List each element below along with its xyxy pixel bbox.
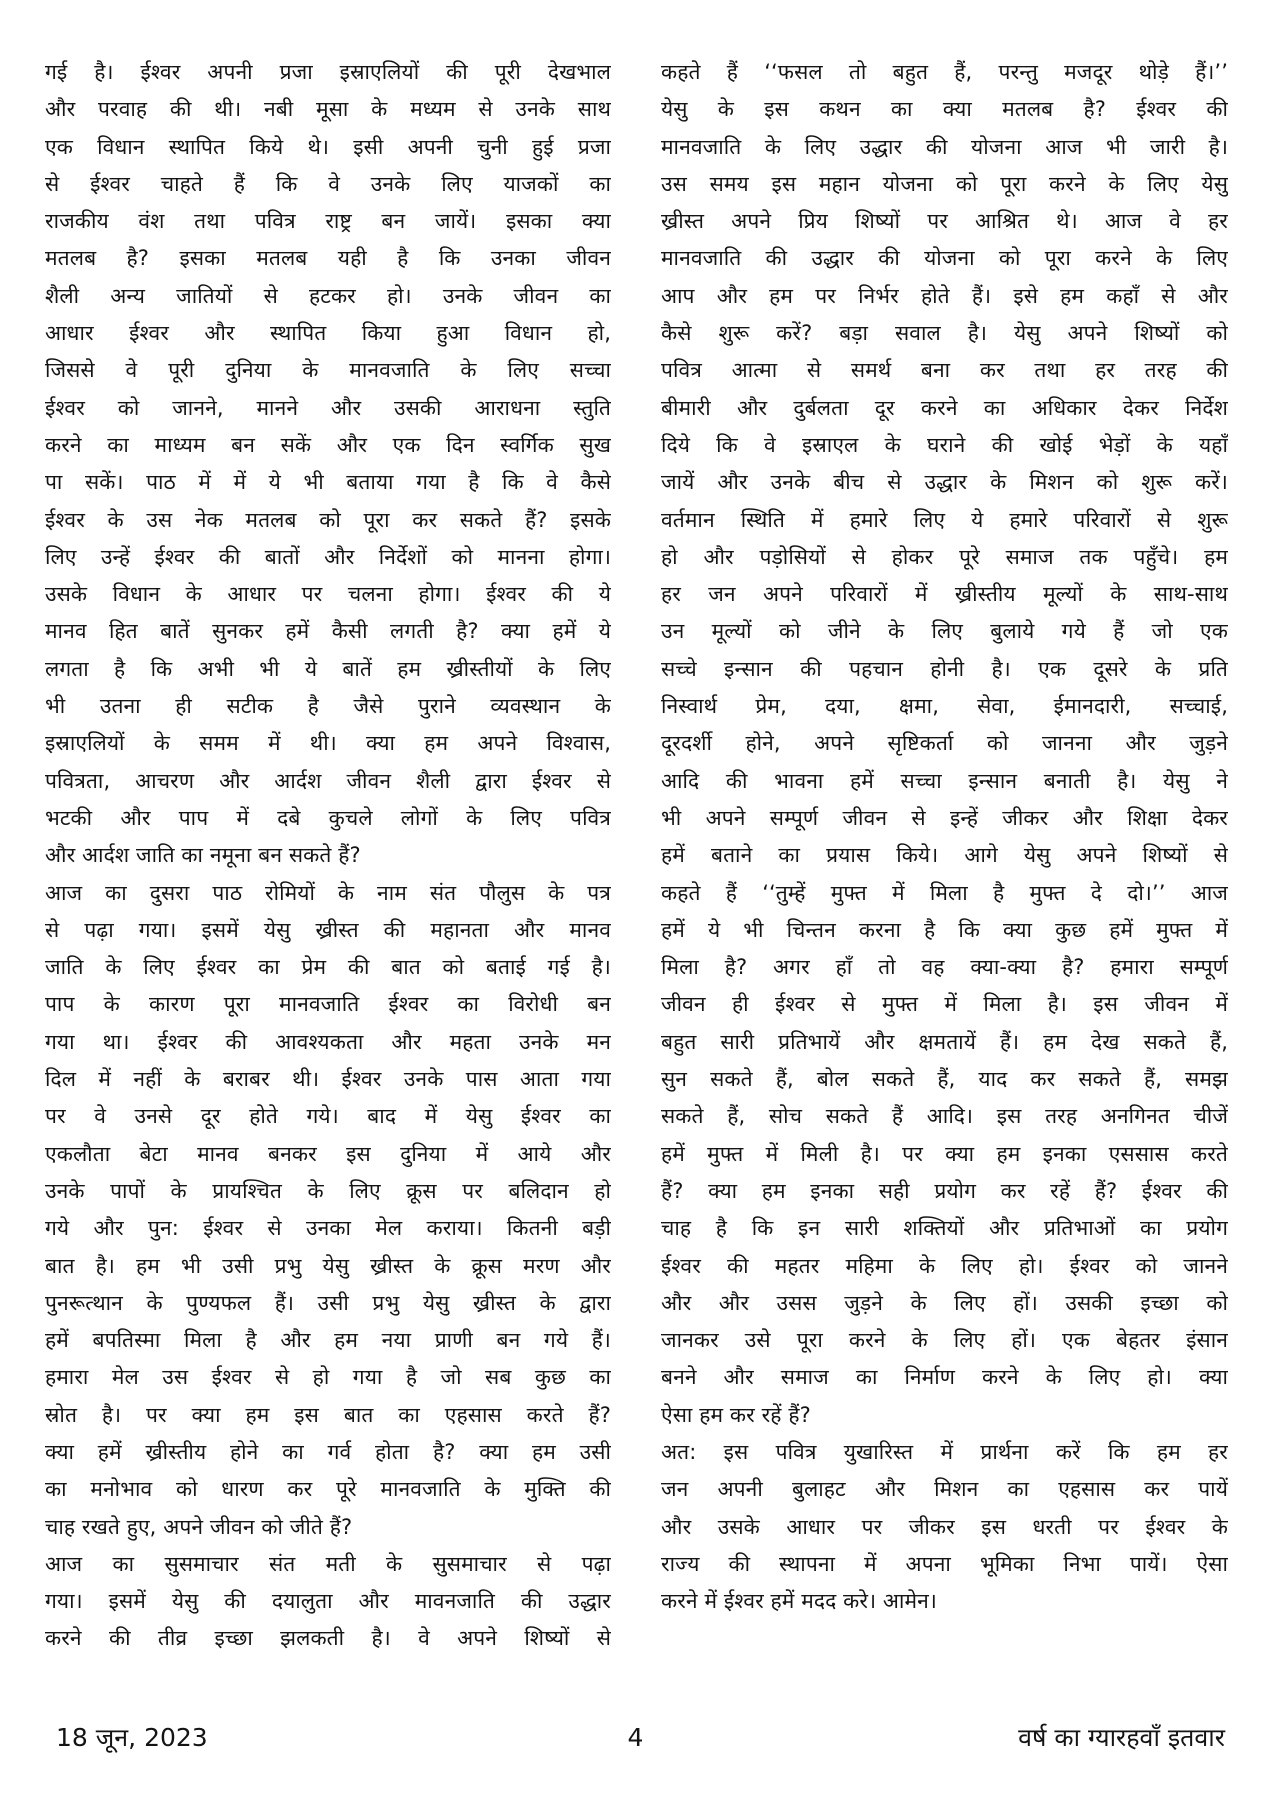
text-line: जिससे वे पूरी दुनिया के मानवजाति के लिए सच्चा bbox=[45, 358, 611, 383]
footer-title: वर्ष का ग्यारहवाँ इतवार bbox=[1018, 1723, 1225, 1752]
text-line: बात है। हम भी उसी प्रभु येसु ख्रीस्त के क्रूस मरण और bbox=[45, 1253, 611, 1278]
text-line: वर्तमान स्थिति में हमारे लिए ये हमारे परिवारों से शुरू bbox=[661, 507, 1228, 532]
text-line: भटकी और पाप में दबे कुचले लोगों के लिए पवित्र bbox=[45, 805, 611, 830]
text-line: हैं? क्या हम इनका सही प्रयोग कर रहें हैं? ईश्वर की bbox=[661, 1178, 1228, 1203]
page-footer bbox=[0, 1718, 1271, 1758]
text-line: कहते हैं ‘‘फसल तो बहुत हैं, परन्तु मजदूर थोड़े हैं।’’ bbox=[661, 60, 1228, 84]
text-line: सकते हैं, सोच सकते हैं आदि। इस तरह अनगिनत चीजें bbox=[661, 1104, 1228, 1129]
text-line: हमें बपतिस्मा मिला है और हम नया प्राणी बन गये हैं। bbox=[45, 1328, 611, 1353]
text-line: करने की तीव्र इच्छा झलकती है। वे अपने शिष्यों से bbox=[45, 1626, 611, 1651]
text-line: और परवाह की थी। नबी मूसा के मध्यम से उनके साथ bbox=[45, 97, 611, 122]
text-line: चाह रखते हुए, अपने जीवन को जीते हैं? bbox=[45, 1514, 353, 1539]
text-line: पवित्रता, आचरण और आर्दश जीवन शैली द्वारा ईश्वर से bbox=[45, 768, 611, 793]
text-line: येसु के इस कथन का क्या मतलब है? ईश्वर की bbox=[661, 97, 1228, 122]
text-line: आज का सुसमाचार संत मती के सुसमाचार से पढ़ा bbox=[45, 1551, 611, 1576]
text-line: पवित्र आत्मा से समर्थ बना कर तथा हर तरह की bbox=[661, 358, 1228, 383]
text-line: आज का दुसरा पाठ रोमियों के नाम संत पौलुस के पत्र bbox=[45, 880, 611, 905]
text-line: सच्चे इन्सान की पहचान होनी है। एक दूसरे के प्रति bbox=[661, 656, 1228, 681]
text-line: निस्वार्थ प्रेम, दया, क्षमा, सेवा, ईमानदारी, सच्चाई, bbox=[661, 694, 1228, 719]
text-line: करने में ईश्वर हमें मदद करे। आमेन। bbox=[661, 1589, 937, 1614]
text-line: और उसके आधार पर जीकर इस धरती पर ईश्वर के bbox=[661, 1514, 1228, 1539]
text-line: अत: इस पवित्र युखारिस्त में प्रार्थना करें कि हम हर bbox=[661, 1439, 1228, 1464]
text-line: पा सकें। पाठ में में ये भी बताया गया है कि वे कैसे bbox=[45, 470, 611, 495]
text-line: उन मूल्यों को जीने के लिए बुलाये गये हैं जो एक bbox=[661, 619, 1228, 644]
text-line: और और उसस जुड़ने के लिए हों। उसकी इच्छा को bbox=[661, 1290, 1228, 1315]
text-line: बनने और समाज का निर्माण करने के लिए हो। क्या bbox=[661, 1365, 1228, 1390]
text-line: मानवजाति की उद्धार की योजना को पूरा करने के लिए bbox=[661, 246, 1228, 271]
text-line: जन अपनी बुलाहट और मिशन का एहसास कर पायें bbox=[661, 1477, 1228, 1502]
text-line: ईश्वर के उस नेक मतलब को पूरा कर सकते हैं? इसके bbox=[45, 507, 611, 532]
text-line: कहते हैं ‘‘तुम्हें मुफ्त में मिला है मुफ्त दे दो।’’ आज bbox=[661, 880, 1228, 905]
text-line: दिल में नहीं के बराबर थी। ईश्वर उनके पास आता गया bbox=[45, 1067, 611, 1092]
text-line: राज्य की स्थापना में अपना भूमिका निभा पायें। ऐसा bbox=[661, 1551, 1228, 1576]
text-line: ऐसा हम कर रहें हैं? bbox=[661, 1402, 811, 1427]
text-line: उस समय इस महान योजना को पूरा करने के लिए येसु bbox=[661, 171, 1228, 196]
text-line: करने का माध्यम बन सकें और एक दिन स्वर्गिक सुख bbox=[45, 432, 611, 457]
text-line: मानव हित बातें सुनकर हमें कैसी लगती है? क्या हमें ये bbox=[45, 619, 611, 644]
text-line: ख्रीस्त अपने प्रिय शिष्यों पर आश्रित थे। आज वे हर bbox=[661, 209, 1228, 234]
text-line: बहुत सारी प्रतिभायें और क्षमतायें हैं। हम देख सकते हैं, bbox=[661, 1029, 1228, 1054]
text-line: एक विधान स्थापित किये थे। इसी अपनी चुनी हुई प्रजा bbox=[45, 134, 611, 159]
text-line: से ईश्वर चाहते हैं कि वे उनके लिए याजकों का bbox=[45, 171, 611, 196]
text-line: हमारा मेल उस ईश्वर से हो गया है जो सब कुछ का bbox=[45, 1365, 611, 1390]
text-line: भी उतना ही सटीक है जैसे पुराने व्यवस्थान के bbox=[45, 694, 611, 719]
text-line: आधार ईश्वर और स्थापित किया हुआ विधान हो, bbox=[45, 321, 611, 346]
text-line: बीमारी और दुर्बलता दूर करने का अधिकार देकर निर्देश bbox=[661, 395, 1228, 420]
text-line: स्रोत है। पर क्या हम इस बात का एहसास करते हैं? bbox=[45, 1402, 611, 1427]
text-line: भी अपने सम्पूर्ण जीवन से इन्हें जीकर और शिक्षा देकर bbox=[661, 805, 1228, 830]
text-line: राजकीय वंश तथा पवित्र राष्ट्र बन जायें। इसका क्या bbox=[45, 209, 611, 234]
text-line: दूरदर्शी होने, अपने सृष्टिकर्ता को जानना और जुड़ने bbox=[661, 731, 1228, 756]
text-line: सुन सकते हैं, बोल सकते हैं, याद कर सकते हैं, समझ bbox=[661, 1067, 1228, 1092]
text-line: उनके पापों के प्रायश्चित के लिए क्रूस पर बलिदान हो bbox=[45, 1178, 611, 1203]
text-line: एकलौता बेटा मानव बनकर इस दुनिया में आये और bbox=[45, 1141, 611, 1166]
text-line: आदि की भावना हमें सच्चा इन्सान बनाती है। येसु ने bbox=[661, 768, 1228, 793]
text-line: से पढ़ा गया। इसमें येसु ख्रीस्त की महानता और मानव bbox=[45, 917, 611, 942]
text-line: जायें और उनके बीच से उद्धार के मिशन को शुरू करें। bbox=[661, 470, 1228, 495]
text-line: पुनरूत्थान के पुण्यफल हैं। उसी प्रभु येसु ख्रीस्त के द्वारा bbox=[45, 1290, 611, 1315]
text-line: चाह है कि इन सारी शक्तियों और प्रतिभाओं का प्रयोग bbox=[661, 1216, 1228, 1241]
text-line: हर जन अपने परिवारों में ख्रीस्तीय मूल्यों के साथ-साथ bbox=[661, 582, 1228, 607]
text-column-right bbox=[661, 54, 1228, 1620]
text-line: हमें बताने का प्रयास किये। आगे येसु अपने शिष्यों से bbox=[661, 843, 1228, 868]
text-line: उसके विधान के आधार पर चलना होगा। ईश्वर की ये bbox=[45, 582, 611, 607]
text-line: मानवजाति के लिए उद्धार की योजना आज भी जारी है। bbox=[661, 134, 1228, 159]
footer-date: 18 जून, 2023 bbox=[56, 1723, 208, 1752]
footer-page-number: 4 bbox=[627, 1723, 644, 1752]
text-line: दिये कि वे इस्राएल के घराने की खोई भेड़ों के यहाँ bbox=[661, 432, 1228, 457]
text-line: गया था। ईश्वर की आवश्यकता और महता उनके मन bbox=[45, 1029, 611, 1054]
text-line: का मनोभाव को धारण कर पूरे मानवजाति के मुक्ति की bbox=[45, 1477, 611, 1502]
text-line: गया। इसमें येसु की दयालुता और मावनजाति की उद्धार bbox=[45, 1589, 611, 1614]
text-line: गये और पुन: ईश्वर से उनका मेल कराया। कितनी बड़ी bbox=[45, 1216, 611, 1241]
text-line: और आर्दश जाति का नमूना बन सकते हैं? bbox=[45, 843, 361, 868]
text-line: गई है। ईश्वर अपनी प्रजा इस्राएलियों की पूरी देखभाल bbox=[45, 60, 611, 84]
text-line: लगता है कि अभी भी ये बातें हम ख्रीस्तीयों के लिए bbox=[45, 656, 611, 681]
text-line: जाति के लिए ईश्वर का प्रेम की बात को बताई गई है। bbox=[45, 955, 611, 980]
text-line: हमें ये भी चिन्तन करना है कि क्या कुछ हमें मुफ्त में bbox=[661, 917, 1228, 942]
text-line: आप और हम पर निर्भर होते हैं। इसे हम कहाँ से और bbox=[661, 283, 1228, 308]
text-line: लिए उन्हें ईश्वर की बातों और निर्देशों को मानना होगा। bbox=[45, 544, 611, 569]
text-line: जानकर उसे पूरा करने के लिए हों। एक बेहतर इंसान bbox=[661, 1328, 1228, 1353]
text-line: ईश्वर की महतर महिमा के लिए हो। ईश्वर को जानने bbox=[661, 1253, 1228, 1278]
text-line: जीवन ही ईश्वर से मुफ्त में मिला है। इस जीवन में bbox=[661, 992, 1228, 1017]
text-line: कैसे शुरू करें? बड़ा सवाल है। येसु अपने शिष्यों को bbox=[661, 321, 1228, 346]
text-line: मिला है? अगर हाँ तो वह क्या-क्या है? हमारा सम्पूर्ण bbox=[661, 955, 1228, 980]
text-line: ईश्वर को जानने, मानने और उसकी आराधना स्तुति bbox=[45, 395, 611, 420]
text-line: क्या हमें ख्रीस्तीय होने का गर्व होता है? क्या हम उसी bbox=[45, 1439, 611, 1464]
text-line: मतलब है? इसका मतलब यही है कि उनका जीवन bbox=[45, 246, 611, 271]
text-line: हो और पड़ोसियों से होकर पूरे समाज तक पहुँचे। हम bbox=[661, 544, 1228, 569]
text-line: इस्राएलियों के समम में थी। क्या हम अपने विश्वास, bbox=[45, 731, 611, 756]
text-line: शैली अन्य जातियों से हटकर हो। उनके जीवन का bbox=[45, 283, 611, 308]
text-column-left bbox=[45, 54, 611, 1658]
text-line: पाप के कारण पूरा मानवजाति ईश्वर का विरोधी बन bbox=[45, 992, 611, 1017]
text-line: पर वे उनसे दूर होते गये। बाद में येसु ईश्वर का bbox=[45, 1104, 611, 1129]
text-line: हमें मुफ्त में मिली है। पर क्या हम इनका एससास करते bbox=[661, 1141, 1228, 1166]
